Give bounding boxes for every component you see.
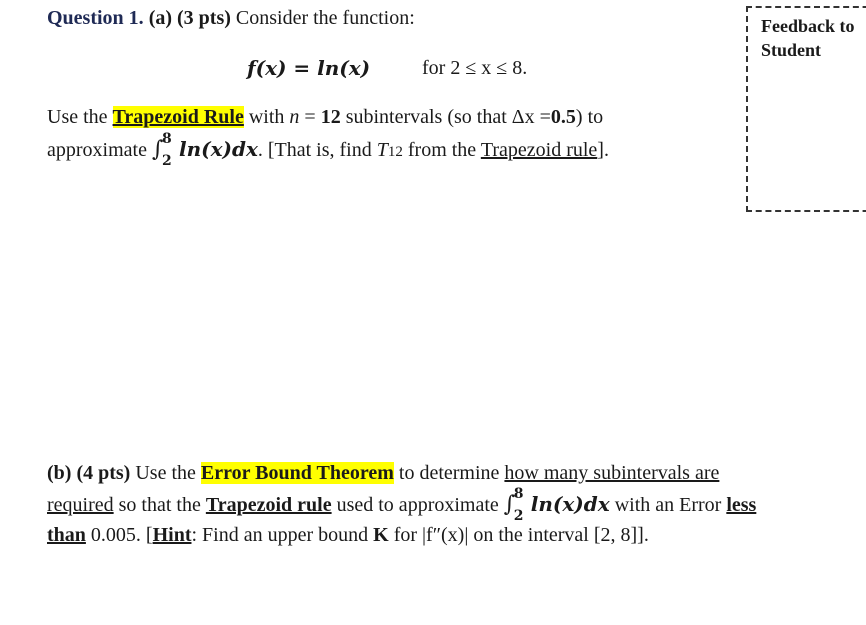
feedback-title: Feedback to Student bbox=[761, 16, 855, 60]
t-symbol: T bbox=[376, 139, 388, 161]
part-a-points: (3 pts) bbox=[177, 7, 231, 29]
part-b-line-3: than 0.005. [Hint: Find an upper bound K for |f″(x)| on the interval [2, 8]]. bbox=[47, 524, 649, 546]
integrand-b: ln(x)dx bbox=[530, 492, 610, 516]
part-a-line-2: approximate ∫ 8 2 ln(x)dx. [That is, find T12 from the Trapezoid rule]. bbox=[47, 136, 609, 165]
part-a-label: (a) bbox=[148, 7, 173, 29]
error-bound-highlight: Error Bound Theorem bbox=[200, 462, 394, 484]
function-display bbox=[247, 55, 370, 82]
hint-label: Hint bbox=[152, 524, 192, 546]
part-a-intro: Consider the function: bbox=[235, 7, 415, 29]
part-b-line-2: required so that the Trapezoid rule used to approximate ∫ 8 2 ln(x)dx with an Error less bbox=[47, 486, 757, 524]
part-b-line-1: (b) (4 pts) Use the Error Bound Theorem to determine how many subintervals are bbox=[47, 462, 720, 484]
trapezoid-rule-highlight: Trapezoid Rule bbox=[112, 106, 244, 128]
integral-sign: ∫ 8 2 bbox=[152, 137, 174, 163]
function-formula: f(x) = ln(x) bbox=[247, 56, 371, 80]
question-a-title bbox=[47, 5, 415, 31]
integrand: ln(x)dx bbox=[178, 137, 258, 161]
part-a-line-1: Use the Trapezoid Rule with n = 12 subintervals (so that Δx =0.5) to bbox=[47, 106, 604, 128]
question-number: Question 1. bbox=[47, 7, 144, 29]
feedback-box bbox=[746, 6, 866, 212]
integral-sign-b: ∫ 8 2 bbox=[503, 486, 524, 524]
trapezoid-rule-link: Trapezoid rule bbox=[480, 139, 598, 161]
part-b-label: (b) bbox=[47, 462, 72, 484]
integral-upper-limit: 8 bbox=[161, 131, 172, 147]
integral-lower-limit: 2 bbox=[161, 153, 172, 169]
part-b-points: (4 pts) bbox=[76, 462, 131, 484]
t-subscript: 12 bbox=[387, 144, 403, 160]
function-domain: for 2 ≤ x ≤ 8. bbox=[422, 57, 528, 79]
